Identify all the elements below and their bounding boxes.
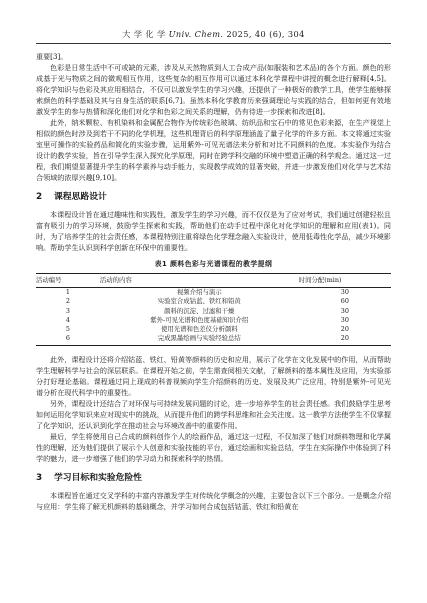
paragraph: 本课程旨在通过交叉学科的丰富内容激发学生对传统化学概念的兴趣，主要包含以下三个部分。一是概念介绍与应用：学生将了解无机颜料的基础概念，并学习如何合成包括钴蓝、铁红和铅黄在 — [36, 490, 391, 511]
journal-volume: 2025, 40 (6), 304 — [223, 29, 305, 39]
table-cell: 30 — [340, 306, 349, 315]
section-number: 2 — [36, 192, 43, 202]
paragraph: 最后，学生将使用自己合成的颜料创作个人的绘画作品，通过这一过程，不仅加深了他们对颜料物理和化学属性的理解，还为他们提供了展示个人创意和实验技能的平台，通过绘画和实验总结，学生在实际操作中体验到了科学的魅力，进一步增强了他们的学习动力和探索科学的热情。 — [36, 431, 391, 463]
table-cell: 3 — [65, 306, 70, 315]
article-body — [36, 51, 391, 512]
table-cell: 6 — [36, 334, 100, 345]
table-cell: 2 — [65, 297, 70, 306]
table-cell: 完成黑墨绘画与实验经验总结 — [100, 334, 299, 345]
table-cell: 颜料的沉淀、过滤和干燥 — [164, 306, 235, 315]
table-cell: 1 — [65, 288, 70, 296]
table-header-cell: 时间分配(min) — [299, 274, 391, 288]
journal-title-prefix: 大 学 化 学 — [122, 29, 169, 39]
table-row — [36, 307, 391, 316]
table-row — [36, 297, 391, 306]
table-row — [36, 334, 391, 345]
section-number: 3 — [36, 472, 43, 483]
table-header-cell: 活动的内容 — [100, 274, 299, 288]
running-header — [0, 29, 427, 40]
table-cell: 紫外-可见光谱和色度基础知识介绍 — [150, 315, 249, 324]
table-cell: 30 — [340, 288, 349, 296]
journal-abbrev: Univ. Chem. — [168, 29, 224, 39]
section-heading — [36, 473, 391, 484]
table-cell: 20 — [340, 325, 349, 334]
paragraph-continued: 重要[3]。 — [36, 52, 68, 61]
section-title: 课程思路设计 — [54, 192, 107, 202]
paragraph: 另外，课程设计还结合了对环保与可持续发展问题的讨论，进一步培养学生的社会责任感。我们鼓励学生思考如何运用化学知识来应对现实中的挑战，从而提升他们的跨学科思维和社会关注度。这一教学方法使学生不仅掌握了化学知识，还认识到化学在推动社会与环境改善中的重要作用。 — [36, 398, 391, 430]
table-cell: 5 — [65, 325, 70, 334]
paragraph: 本课程设计旨在通过趣味性和实践性，激发学生的学习兴趣，而不仅仅是为了应对考试，我们通过创建轻松且富有吸引力的学习环境，鼓励学生探索和实践，帮助他们在动手过程中深化对化学知识的理解和应用(表1)。同时，为了培养学生的社会责任感，本课程特别注重将绿色化学理念融入实验设计，使用低毒性化学品，减少环境影响。帮助学生认识到科学创新在环保中的重要性。 — [36, 210, 391, 252]
section-title: 学习目标和实验危险性 — [54, 472, 142, 483]
table-row — [36, 288, 391, 298]
table-cell: 60 — [340, 297, 349, 306]
table-header-row — [36, 274, 391, 288]
header-rule — [36, 43, 391, 44]
table-cell: 30 — [340, 315, 349, 324]
table-cell: 视频介绍与演示 — [176, 288, 222, 296]
table-header-cell: 活动编号 — [36, 274, 100, 288]
table-caption: 表1 颜料色彩与光谱课程的教学提纲 — [154, 260, 273, 268]
table-cell: 4 — [65, 315, 70, 324]
table-cell: 20 — [299, 334, 391, 345]
paragraph: 色彩是日常生活中不可或缺的元素，涉及从天然物质到人工合成产品(如服装和艺术品)的各个方面。颜色的形成基于光与物质之间的微观相互作用，这些复杂的相互作用可以通过本科化学课程中讲授的概念进行解释[4,5]。将化学知识与色彩及其应用相结合，不仅可以激发学生的学习兴趣，还提供了一种极好的教学工具，使学生能够探索颜色的科学基础及其与自身生活的联系[6,7]。虽然本科化学教育历来强调理论与实践的结合，但如何更有效地激发学生的参与热情和深化他们对化学和色彩之间关系的理解，仍有待进一步探索和改进[8]。 — [36, 63, 391, 116]
section-heading — [36, 192, 391, 203]
table-cell: 使用光谱和色差仪分析颜料 — [160, 325, 238, 334]
table-row — [36, 316, 391, 325]
paragraph: 此外，课程设计还将介绍钴蓝、铁红、铅黄等颜料的历史和应用，展示了化学在文化发展中的作用，从而帮助学生理解科学与社会的深层联系。在课程开始之前，学生需查阅相关文献，了解颜料的基本属性及应用，为实验部分打好理论基础。课程通过同上现成的科普视频向学生介绍颜料的历史、发展及其广泛应用，特别是紫外-可见光谱分析在现代科学中的重要性。 — [36, 354, 391, 397]
course-outline-table — [36, 273, 391, 346]
table-cell: 实验室合成钴蓝、铁红和铅黄 — [157, 297, 241, 306]
paragraph: 此外，纳米颗粒、有机染料和金属配合物作为传统彩色玻璃、纺织品和宝石中的常见色彩来源，在生产视觉上相似的颜色时涉及到若干不同的化学机理，这些机理背后的科学原理涵盖了量子化学的许多方面。本文将通过实验室里可操作的实验药品和简化的实验步骤，运用紫外-可见光谱法来分析和对比不同颜料的色度。本实验作为结合设计的教学实验，旨在引导学生深入探究化学原理，同时在跨学科交融的环境中塑造正确的科学观念。通过这一过程，我们期望显著提升学生的科学素养与动手能力，实现教学成效的显著突破，并进一步激发他们对化学与艺术结合领域的浓厚兴趣[9,10]。 — [36, 118, 391, 182]
